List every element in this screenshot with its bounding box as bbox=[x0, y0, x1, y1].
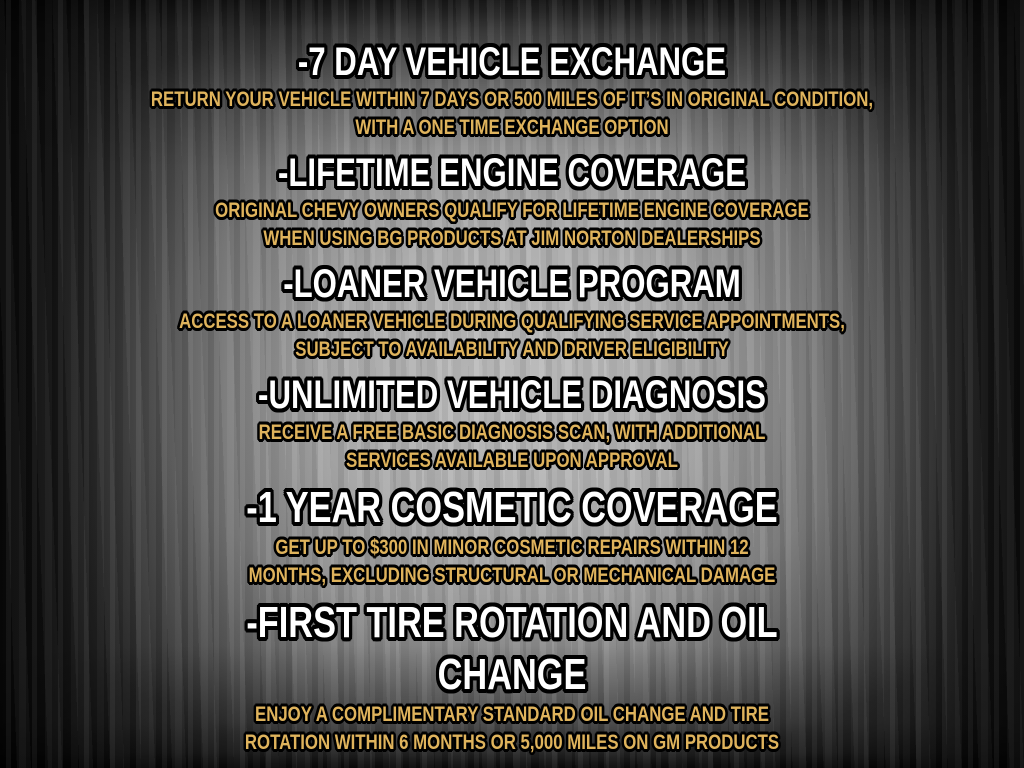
benefit-section-engine-coverage bbox=[0, 149, 1024, 253]
benefit-detail: ORIGINAL CHEVY OWNERS QUALIFY FOR LIFETIME ENGINE COVERAGE bbox=[215, 199, 809, 222]
benefit-heading: -1 YEAR COSMETIC COVERAGE bbox=[246, 483, 778, 532]
benefit-detail: ENJOY A COMPLIMENTARY STANDARD OIL CHANGE AND TIRE bbox=[255, 703, 769, 726]
benefit-section-cosmetic-coverage bbox=[0, 482, 1024, 590]
benefit-detail: RECEIVE A FREE BASIC DIAGNOSIS SCAN, WITH ADDITIONAL bbox=[258, 421, 766, 444]
benefit-section-vehicle-diagnosis bbox=[0, 371, 1024, 475]
benefit-heading: -LIFETIME ENGINE COVERAGE bbox=[277, 151, 747, 195]
benefit-detail: WITH A ONE TIME EXCHANGE OPTION bbox=[355, 116, 669, 139]
benefit-detail: ACCESS TO A LOANER VEHICLE DURING QUALIFYING SERVICE APPOINTMENTS, bbox=[179, 310, 845, 333]
benefit-detail: SUBJECT TO AVAILABILITY AND DRIVER ELIGIBILITY bbox=[295, 338, 729, 361]
benefit-section-tire-rotation-oil-change bbox=[0, 597, 1024, 757]
benefit-heading: -FIRST TIRE ROTATION AND OIL bbox=[246, 598, 778, 647]
benefit-detail: RETURN YOUR VEHICLE WITHIN 7 DAYS OR 500 MILES OF IT’S IN ORIGINAL CONDITION, bbox=[150, 88, 874, 111]
benefit-detail: ROTATION WITHIN 6 MONTHS OR 5,000 MILES ON GM PRODUCTS bbox=[244, 731, 780, 754]
benefit-detail: GET UP TO $300 IN MINOR COSMETIC REPAIRS WITHIN 12 bbox=[275, 536, 749, 559]
benefit-section-vehicle-exchange bbox=[0, 38, 1024, 142]
benefit-detail: MONTHS, EXCLUDING STRUCTURAL OR MECHANICAL DAMAGE bbox=[248, 564, 776, 587]
benefit-heading: -LOANER VEHICLE PROGRAM bbox=[283, 262, 741, 306]
benefit-heading-line-2: CHANGE bbox=[437, 650, 587, 699]
benefit-heading: -7 DAY VEHICLE EXCHANGE bbox=[297, 40, 727, 84]
benefit-section-loaner-program bbox=[0, 260, 1024, 364]
benefit-detail: WHEN USING BG PRODUCTS AT JIM NORTON DEALERSHIPS bbox=[263, 227, 761, 250]
benefit-detail: SERVICES AVAILABLE UPON APPROVAL bbox=[346, 449, 678, 472]
benefit-heading: -UNLIMITED VEHICLE DIAGNOSIS bbox=[258, 373, 766, 417]
